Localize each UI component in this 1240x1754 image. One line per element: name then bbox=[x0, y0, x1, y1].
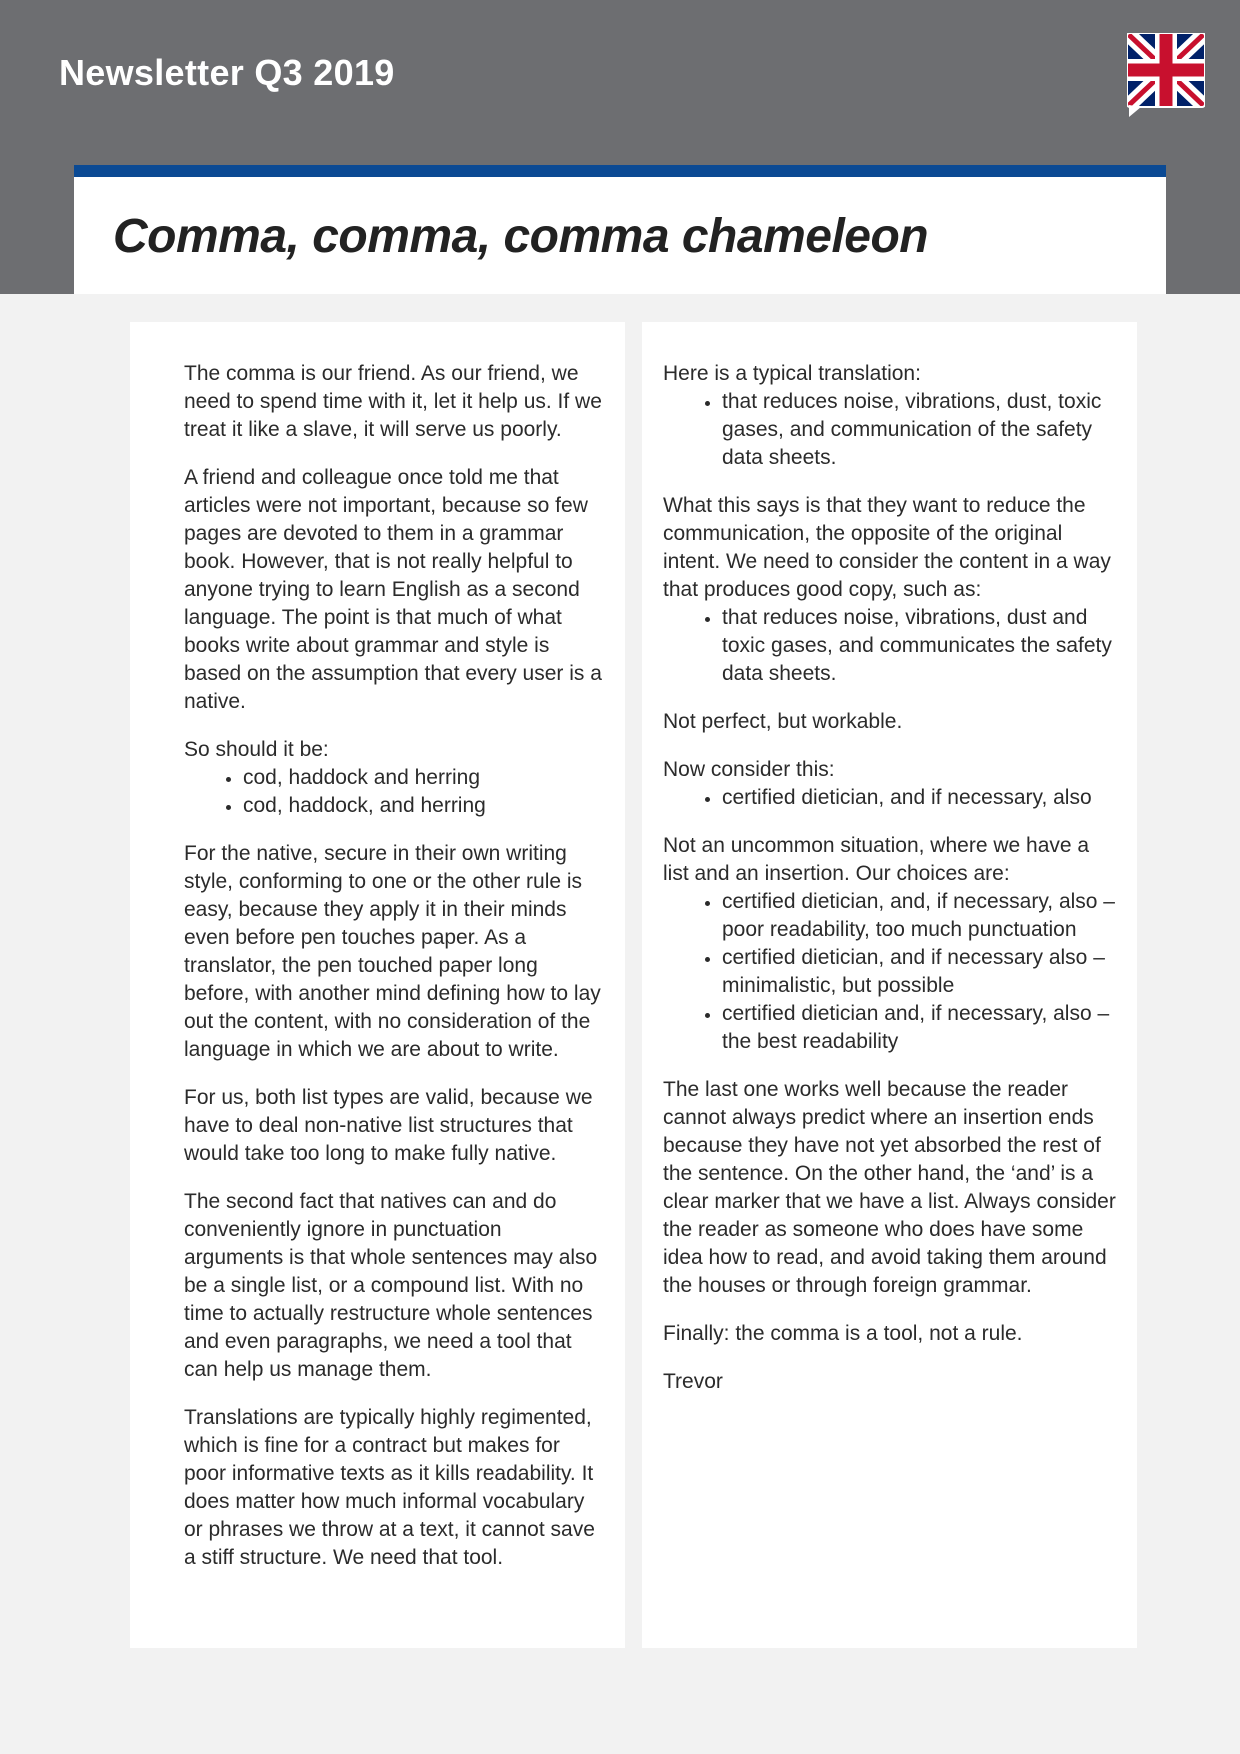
bullet-list bbox=[184, 764, 605, 820]
paragraph: The last one works well because the reader cannot always predict where an insertion ends because they have not yet absorbed the rest of the sentence. On the other hand, the ‘and’ is a clear marker that we have a list. Always consider the reader as someone who does have some idea how to read, and avoid taking them around the houses or through foreign grammar. bbox=[663, 1078, 1116, 1297]
list-item: • cod, haddock and herring bbox=[243, 764, 605, 792]
list-item: • certified dietician, and if necessary also – minimalistic, but possible bbox=[722, 944, 1117, 1000]
article-title: Comma, comma, comma chameleon bbox=[113, 210, 929, 263]
paragraph: The second fact that natives can and do conveniently ignore in punctuation arguments is that whole sentences may also be a single list, or a compound list. With no time to actually restructure whole sentences and even paragraphs, we need a tool that can help us manage them. bbox=[184, 1190, 598, 1381]
paragraph: The comma is our friend. As our friend, we need to spend time with it, let it help us. If we treat it like a slave, it will serve us poorly. bbox=[184, 362, 602, 441]
bullet-list bbox=[663, 604, 1117, 688]
paragraph: For us, both list types are valid, because we have to deal non-native list structures that would take too long to make fully native. bbox=[184, 1086, 593, 1165]
paragraph: What this says is that they want to reduce the communication, the opposite of the original intent. We need to consider the content in a way that produces good copy, such as: bbox=[663, 494, 1111, 601]
bullet-list bbox=[663, 888, 1117, 1056]
signature: Trevor bbox=[663, 1370, 723, 1393]
newsletter-title: Newsletter Q3 2019 bbox=[59, 52, 395, 93]
bullet-list bbox=[663, 388, 1117, 472]
paragraph: So should it be: bbox=[184, 738, 329, 761]
paragraph: Here is a typical translation: bbox=[663, 362, 921, 385]
bullet-list bbox=[663, 784, 1117, 812]
paragraph: Now consider this: bbox=[663, 758, 835, 781]
paragraph: Not perfect, but workable. bbox=[663, 710, 903, 733]
accent-bar bbox=[74, 165, 1166, 177]
list-item: • cod, haddock, and herring bbox=[243, 792, 605, 820]
list-item: • that reduces noise, vibrations, dust and toxic gases, and communicates the safety data sheets. bbox=[722, 604, 1117, 688]
list-item: • that reduces noise, vibrations, dust, toxic gases, and communication of the safety data sheets. bbox=[722, 388, 1117, 472]
paragraph: Not an uncommon situation, where we have a list and an insertion. Our choices are: bbox=[663, 834, 1090, 885]
paragraph: For the native, secure in their own writing style, conforming to one or the other rule is easy, because they apply it in their minds even before pen touches paper. As a translator, the pen touched paper long before, with another mind defining how to lay out the content, with no consideration of the language in which we are about to write. bbox=[184, 842, 601, 1061]
list-item: • certified dietician, and, if necessary, also – poor readability, too much punctuation bbox=[722, 888, 1117, 944]
title-card bbox=[74, 165, 1166, 294]
paragraph: Translations are typically highly regimented, which is fine for a contract but makes for poor informative texts as it kills readability. It does matter how much informal vocabulary or phrases we throw at a text, it cannot save a stiff structure. We need that tool. bbox=[184, 1406, 595, 1569]
uk-flag-icon bbox=[1127, 33, 1205, 117]
left-column bbox=[130, 322, 625, 1648]
list-item: • certified dietician, and if necessary, also bbox=[722, 784, 1117, 812]
paragraph: A friend and colleague once told me that articles were not important, because so few pages are devoted to them in a grammar book. However, that is not really helpful to anyone trying to learn English as a second language. The point is that much of what books write about grammar and style is based on the assumption that every user is a native. bbox=[184, 466, 602, 713]
list-item: • certified dietician and, if necessary, also – the best readability bbox=[722, 1000, 1117, 1056]
right-column bbox=[642, 322, 1137, 1648]
paragraph: Finally: the comma is a tool, not a rule. bbox=[663, 1322, 1023, 1345]
